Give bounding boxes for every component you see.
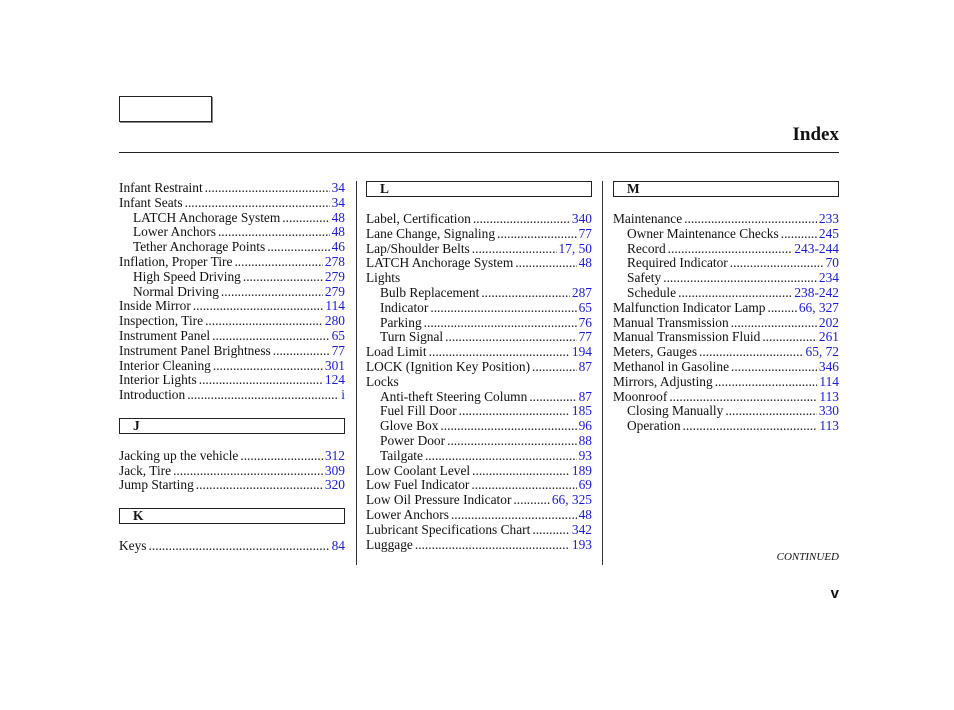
- page-link[interactable]: 65: [578, 299, 592, 315]
- page-link[interactable]: 330: [818, 403, 839, 419]
- page-link[interactable]: 202: [818, 314, 839, 330]
- page-link[interactable]: 185: [571, 403, 592, 419]
- page-link[interactable]: 279: [324, 283, 345, 299]
- index-entry: [119, 539, 345, 554]
- entry-label: Lane Change, Signaling: [366, 225, 496, 241]
- page-link[interactable]: 66, 327: [798, 299, 839, 315]
- dot-leader: [669, 390, 817, 405]
- entry-label: Low Oil Pressure Indicator: [366, 492, 512, 508]
- entry-label: Tether Anchorage Points: [133, 239, 266, 255]
- index-entry: [366, 345, 592, 360]
- dot-leader: [205, 181, 330, 196]
- entry-label: Meters, Gauges: [613, 344, 698, 360]
- dot-leader: [459, 404, 570, 419]
- index-entry: [366, 464, 592, 479]
- dot-leader: [240, 449, 323, 464]
- spacer: [119, 403, 345, 418]
- index-subentry: [366, 390, 592, 405]
- index-subentry: [119, 240, 345, 255]
- entry-label: Lap/Shoulder Belts: [366, 240, 470, 256]
- dot-leader: [185, 196, 330, 211]
- dot-leader: [221, 285, 323, 300]
- continued-label: CONTINUED: [776, 551, 839, 563]
- page-link[interactable]: 93: [578, 447, 592, 463]
- dot-leader: [213, 359, 323, 374]
- dot-leader: [473, 212, 570, 227]
- dot-leader: [668, 242, 793, 257]
- dot-leader: [731, 316, 817, 331]
- index-entry: [366, 360, 592, 375]
- entry-label: LATCH Anchorage System: [133, 209, 281, 225]
- index-entry: [613, 390, 839, 405]
- dot-leader: [199, 373, 323, 388]
- entry-label: Introduction: [119, 387, 186, 403]
- index-subentry: [366, 286, 592, 301]
- index-subentry: [366, 419, 592, 434]
- dot-leader: [440, 419, 576, 434]
- dot-leader: [683, 419, 818, 434]
- page-link[interactable]: 309: [324, 462, 345, 478]
- page-link[interactable]: 279: [324, 268, 345, 284]
- page-link[interactable]: 48: [578, 255, 592, 271]
- entry-label: Jack, Tire: [119, 462, 172, 478]
- entry-label: Lower Anchors: [133, 224, 216, 240]
- page-link[interactable]: 17, 50: [558, 240, 592, 256]
- dot-leader: [273, 344, 330, 359]
- page-link[interactable]: 124: [324, 372, 345, 388]
- entry-label: Interior Lights: [119, 372, 197, 388]
- index-entry: [613, 316, 839, 331]
- dot-leader: [515, 256, 576, 271]
- index-subentry: [366, 316, 592, 331]
- entry-label: Infant Restraint: [119, 180, 203, 195]
- page-link[interactable]: 342: [571, 521, 592, 537]
- index-entry: [366, 256, 592, 271]
- page-link[interactable]: 301: [324, 357, 345, 373]
- index-subentry: [366, 404, 592, 419]
- entry-label: High Speed Driving: [133, 268, 241, 284]
- dot-leader: [212, 329, 329, 344]
- entry-label: Bulb Replacement: [380, 284, 480, 300]
- index-subentry: [366, 301, 592, 316]
- entry-label: Moonroof: [613, 388, 668, 404]
- tab-box: [119, 96, 212, 122]
- index-entry: [119, 464, 345, 479]
- index-entry: [119, 196, 345, 211]
- page-link[interactable]: 280: [324, 313, 345, 329]
- entry-label: Mirrors, Adjusting: [613, 373, 713, 389]
- page-link[interactable]: 70: [825, 255, 839, 271]
- index-column-3: [613, 181, 839, 434]
- entry-label: Maintenance: [613, 211, 683, 226]
- index-entry: [366, 271, 592, 286]
- index-entry: [613, 212, 839, 227]
- dot-leader: [447, 434, 577, 449]
- entry-label: Jacking up the vehicle: [119, 447, 239, 463]
- index-entry: [119, 181, 345, 196]
- entry-label: Interior Cleaning: [119, 357, 211, 373]
- dot-leader: [205, 314, 323, 329]
- entry-label: Manual Transmission Fluid: [613, 329, 761, 345]
- index-entry: [119, 359, 345, 374]
- entry-label: Label, Certification: [366, 211, 471, 226]
- dot-leader: [267, 240, 329, 255]
- index-subentry: [613, 286, 839, 301]
- page-link[interactable]: 340: [571, 211, 592, 226]
- dot-leader: [715, 375, 818, 390]
- index-entry: [119, 478, 345, 493]
- dot-leader: [282, 211, 329, 226]
- index-entry: [366, 227, 592, 242]
- dot-leader: [445, 330, 576, 345]
- index-entry: [613, 330, 839, 345]
- dot-leader: [730, 256, 824, 271]
- index-entry: [613, 301, 839, 316]
- page-link[interactable]: 34: [331, 194, 345, 210]
- index-column-2: [366, 181, 592, 552]
- dot-leader: [532, 523, 570, 538]
- dot-leader: [781, 227, 817, 242]
- entry-label: Owner Maintenance Checks: [627, 225, 779, 241]
- title-divider: [119, 152, 839, 153]
- index-entry: [119, 449, 345, 464]
- page-link[interactable]: 245: [818, 225, 839, 241]
- page-link[interactable]: 189: [571, 462, 592, 478]
- entry-label: Infant Seats: [119, 194, 183, 210]
- entry-label: LATCH Anchorage System: [366, 255, 514, 271]
- page-link[interactable]: 114: [325, 298, 345, 314]
- page-link[interactable]: 84: [331, 537, 345, 553]
- section-letter-heading: M: [613, 181, 839, 197]
- entry-label: Inspection, Tire: [119, 313, 204, 329]
- dot-leader: [149, 539, 330, 554]
- page-link[interactable]: 48: [331, 209, 345, 225]
- page-link[interactable]: 77: [578, 329, 592, 345]
- index-entry: [119, 373, 345, 388]
- entry-label: Instrument Panel: [119, 327, 211, 343]
- page-link[interactable]: 193: [571, 536, 592, 552]
- page-link[interactable]: 320: [324, 477, 345, 493]
- dot-leader: [430, 301, 576, 316]
- dot-leader: [429, 345, 570, 360]
- dot-leader: [472, 464, 570, 479]
- entry-label: Safety: [627, 270, 662, 286]
- dot-leader: [451, 508, 577, 523]
- section-letter-heading: K: [119, 508, 345, 524]
- dot-leader: [684, 212, 817, 227]
- dot-leader: [678, 286, 792, 301]
- page-link[interactable]: 34: [331, 180, 345, 195]
- dot-leader: [424, 316, 577, 331]
- entry-label: Record: [627, 240, 666, 256]
- entry-label: Inflation, Proper Tire: [119, 253, 233, 269]
- index-subentry: [119, 225, 345, 240]
- page-link[interactable]: 48: [331, 224, 345, 240]
- index-entry: [366, 493, 592, 508]
- index-entry: [613, 375, 839, 390]
- dot-leader: [471, 478, 576, 493]
- entry-label: Turn Signal: [380, 329, 444, 345]
- dot-leader: [663, 271, 817, 286]
- page-link[interactable]: 96: [578, 418, 592, 434]
- spacer: [119, 493, 345, 508]
- index-subentry: [119, 270, 345, 285]
- entry-label: Operation: [627, 418, 681, 434]
- page-link[interactable]: 66, 325: [551, 492, 592, 508]
- page-link[interactable]: 77: [331, 342, 345, 358]
- page-link[interactable]: 77: [578, 225, 592, 241]
- index-column-1: [119, 181, 345, 554]
- dot-leader: [193, 299, 324, 314]
- entry-label: Required Indicator: [627, 255, 728, 271]
- entry-label: Lubricant Specifications Chart: [366, 521, 531, 537]
- page-link[interactable]: 69: [578, 477, 592, 493]
- page-link[interactable]: 312: [324, 447, 345, 463]
- entry-label: Lower Anchors: [366, 506, 449, 522]
- index-entry: [119, 299, 345, 314]
- page-link[interactable]: 238-242: [794, 284, 839, 300]
- page-link[interactable]: i: [341, 387, 345, 403]
- index-entry: [366, 212, 592, 227]
- page-link[interactable]: 261: [818, 329, 839, 345]
- column-divider: [356, 181, 357, 565]
- index-entry: [366, 523, 592, 538]
- section-letter-heading: J: [119, 418, 345, 434]
- dot-leader: [497, 227, 577, 242]
- entry-label: Closing Manually: [627, 403, 724, 419]
- index-subentry: [366, 434, 592, 449]
- index-entry: [119, 255, 345, 270]
- page-link[interactable]: 278: [324, 253, 345, 269]
- entry-label: Instrument Panel Brightness: [119, 342, 271, 358]
- index-entry: [366, 478, 592, 493]
- index-entry: [366, 538, 592, 553]
- index-subentry: [119, 285, 345, 300]
- page-link[interactable]: 287: [571, 284, 592, 300]
- entry-label: Parking: [380, 314, 422, 330]
- column-divider: [602, 181, 603, 565]
- index-entry: [613, 345, 839, 360]
- page-number: v: [830, 585, 839, 602]
- index-subentry: [613, 404, 839, 419]
- dot-leader: [187, 388, 339, 403]
- page-link[interactable]: 76: [578, 314, 592, 330]
- index-entry: [119, 344, 345, 359]
- page-link[interactable]: 243-244: [794, 240, 839, 256]
- index-subentry: [613, 227, 839, 242]
- entry-label: Normal Driving: [133, 283, 219, 299]
- index-entry: [366, 375, 592, 390]
- entry-label: Indicator: [380, 299, 429, 315]
- page-link[interactable]: 233: [818, 211, 839, 226]
- index-entry: [119, 314, 345, 329]
- page-title: Index: [792, 124, 839, 145]
- entry-label: Fuel Fill Door: [380, 403, 457, 419]
- page-link[interactable]: 346: [818, 358, 839, 374]
- page-link[interactable]: 234: [818, 270, 839, 286]
- entry-label: Power Door: [380, 432, 446, 448]
- dot-leader: [243, 270, 323, 285]
- dot-leader: [425, 449, 577, 464]
- dot-leader: [173, 464, 323, 479]
- dot-leader: [532, 360, 577, 375]
- page-link[interactable]: 87: [578, 388, 592, 404]
- index-subentry: [366, 330, 592, 345]
- page-link[interactable]: 88: [578, 432, 592, 448]
- dot-leader: [529, 390, 576, 405]
- dot-leader: [218, 225, 330, 240]
- dot-leader: [481, 286, 570, 301]
- index-entry: [119, 388, 345, 403]
- index-entry: [366, 242, 592, 257]
- entry-label: Jump Starting: [119, 477, 194, 493]
- index-subentry: [613, 256, 839, 271]
- entry-label: Methanol in Gasoline: [613, 358, 730, 374]
- page-link[interactable]: 65, 72: [805, 344, 839, 360]
- index-entry: [613, 360, 839, 375]
- index-subentry: [613, 271, 839, 286]
- dot-leader: [725, 404, 817, 419]
- entry-label: Lights: [366, 270, 401, 286]
- entry-label: Glove Box: [380, 418, 439, 434]
- page-link[interactable]: 48: [578, 506, 592, 522]
- page-link[interactable]: 46: [331, 239, 345, 255]
- dot-leader: [472, 242, 557, 257]
- index-entry: [366, 508, 592, 523]
- page-link[interactable]: 65: [331, 327, 345, 343]
- entry-label: LOCK (Ignition Key Position): [366, 358, 531, 374]
- entry-label: Schedule: [627, 284, 677, 300]
- dot-leader: [196, 478, 323, 493]
- dot-leader: [415, 538, 570, 553]
- index-entry: [119, 329, 345, 344]
- page-link[interactable]: 194: [571, 344, 592, 360]
- page-link[interactable]: 114: [819, 373, 839, 389]
- dot-leader: [234, 255, 322, 270]
- index-subentry: [613, 242, 839, 257]
- entry-label: Low Coolant Level: [366, 462, 471, 478]
- dot-leader: [513, 493, 549, 508]
- page-link[interactable]: 87: [578, 358, 592, 374]
- entry-label: Low Fuel Indicator: [366, 477, 470, 493]
- entry-label: Anti-theft Steering Column: [380, 388, 528, 404]
- dot-leader: [731, 360, 817, 375]
- page-link[interactable]: 113: [819, 418, 839, 434]
- dot-leader: [762, 330, 817, 345]
- dot-leader: [699, 345, 803, 360]
- entry-label: Manual Transmission: [613, 314, 729, 330]
- section-letter-heading: L: [366, 181, 592, 197]
- entry-label: Locks: [366, 373, 399, 389]
- index-subentry: [613, 419, 839, 434]
- dot-leader: [767, 301, 796, 316]
- page-link[interactable]: 113: [819, 388, 839, 404]
- entry-label: Load Limit: [366, 344, 427, 360]
- index-subentry: [366, 449, 592, 464]
- entry-label: Tailgate: [380, 447, 423, 463]
- entry-label: Luggage: [366, 536, 413, 552]
- entry-label: Inside Mirror: [119, 298, 191, 314]
- entry-label: Keys: [119, 537, 147, 553]
- index-subentry: [119, 211, 345, 226]
- entry-label: Malfunction Indicator Lamp: [613, 299, 766, 315]
